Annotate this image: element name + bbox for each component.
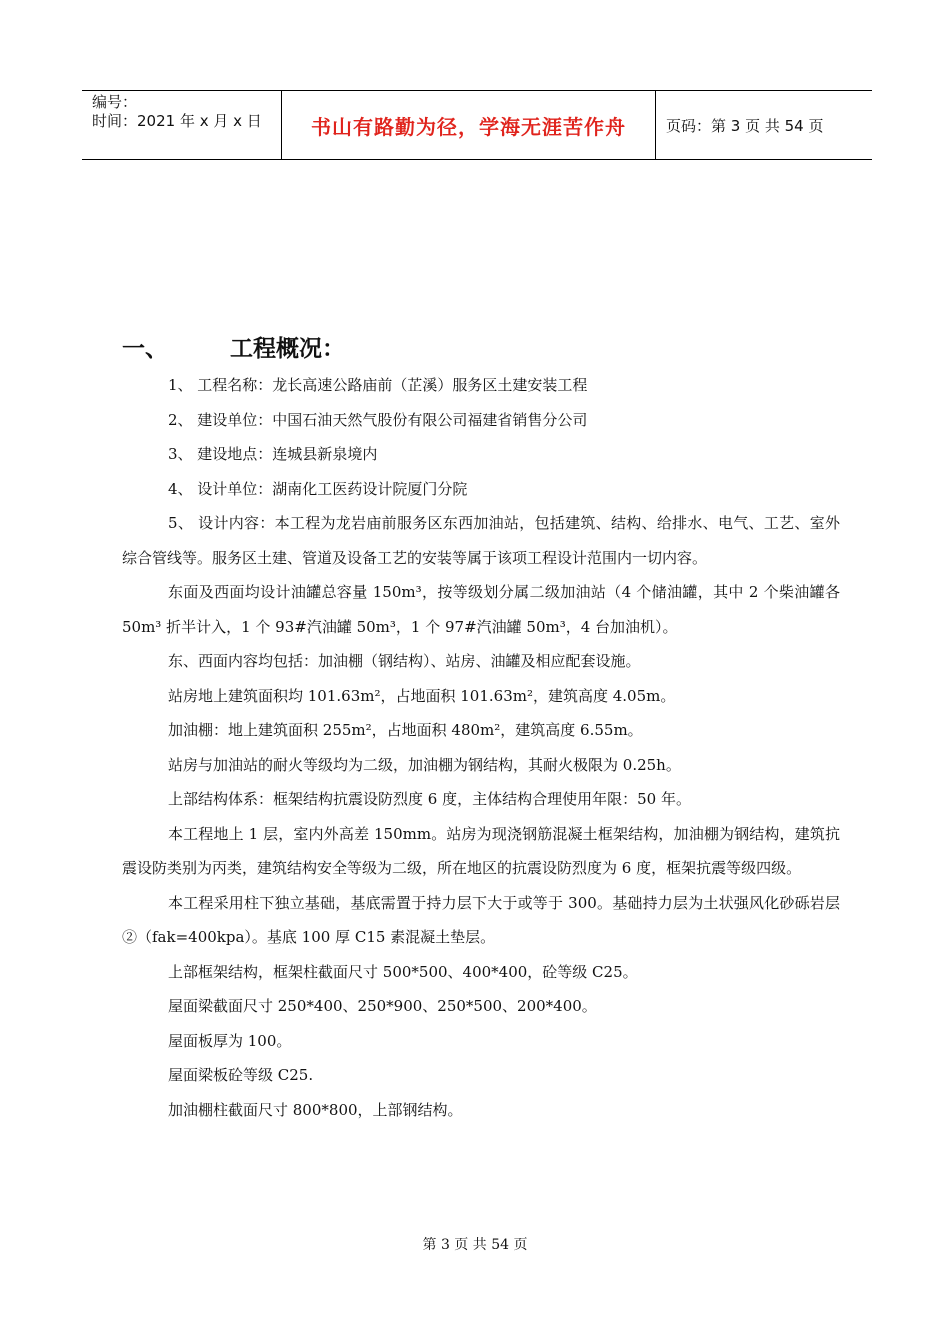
header-info-cell (82, 91, 282, 159)
paragraph: 3、 建设地点：连城县新泉境内 (168, 445, 378, 463)
paragraph: 4、 设计单位：湖南化工医药设计院厦门分院 (168, 479, 468, 498)
document-time-label: 时间：2021 年 x 月 x 日 (92, 112, 262, 130)
paragraph: 加油棚柱截面尺寸 800*800，上部钢结构。 (168, 1100, 463, 1119)
header-page-info: 页码：第 3 页 共 54 页 (666, 116, 824, 135)
paragraph: 1、 工程名称：龙长高速公路庙前（芷溪）服务区土建安装工程 (168, 376, 588, 394)
header-motto: 书山有路勤为径，学海无涯苦作舟 (282, 91, 656, 159)
paragraph: 本工程地上 1 层，室内外高差 150mm。站房为现浇钢筋混凝土框架结构，加油棚为钢结构，建筑抗震设防类别为丙类，建筑结构安全等级为二级，所在地区的抗震设防烈度为 6 度，框架抗震等级四级。 (122, 824, 840, 877)
paragraph: 屋面梁截面尺寸 250*400、250*900、250*500、200*400。 (168, 997, 597, 1015)
page-footer: 第 3 页 共 54 页 (422, 1237, 528, 1253)
paragraph: 2、 建设单位：中国石油天然气股份有限公司福建省销售分公司 (168, 410, 588, 429)
paragraph: 5、 设计内容：本工程为龙岩庙前服务区东西加油站，包括建筑、结构、给排水、电气、工艺、室外综合管线等。服务区土建、管道及设备工艺的安装等属于该项工程设计范围内一切内容。 (122, 514, 840, 567)
section-number: 一、 (122, 336, 168, 362)
paragraph: 东、西面内容均包括：加油棚（钢结构）、站房、油罐及相应配套设施。 (168, 652, 641, 670)
document-number-label: 编号： (92, 93, 138, 111)
paragraph: 上部框架结构，框架柱截面尺寸 500*500、400*400，砼等级 C25。 (168, 962, 638, 981)
paragraph: 屋面板厚为 100。 (168, 1031, 292, 1050)
paragraph: 上部结构体系：框架结构抗震设防烈度 6 度，主体结构合理使用年限：50 年。 (168, 790, 691, 808)
paragraph: 东面及西面均设计油罐总容量 150m³，按等级划分属二级加油站（4 个储油罐，其中 2 个柴油罐各 50m³ 折半计入，1 个 93#汽油罐 50m³，1 个 97#汽油罐 50m³，4 台加油机）。 (122, 583, 840, 636)
paragraph: 屋面梁板砼等级 C25. (168, 1066, 314, 1084)
section-heading (122, 330, 345, 363)
paragraph: 本工程采用柱下独立基础，基底需置于持力层下大于或等于 300。基础持力层为土状强风化砂砾岩层②（fak=400kpa）。基底 100 厚 C15 素混凝土垫层。 (122, 893, 840, 946)
header-table (82, 90, 872, 160)
document-body (122, 368, 840, 1127)
section-title: 工程概况： (230, 336, 345, 362)
paragraph: 加油棚：地上建筑面积 255m²，占地面积 480m²，建筑高度 6.55m。 (168, 721, 643, 739)
paragraph: 站房与加油站的耐火等级均为二级，加油棚为钢结构，其耐火极限为 0.25h。 (168, 755, 681, 774)
paragraph: 站房地上建筑面积均 101.63m²，占地面积 101.63m²，建筑高度 4.05m。 (168, 686, 676, 705)
